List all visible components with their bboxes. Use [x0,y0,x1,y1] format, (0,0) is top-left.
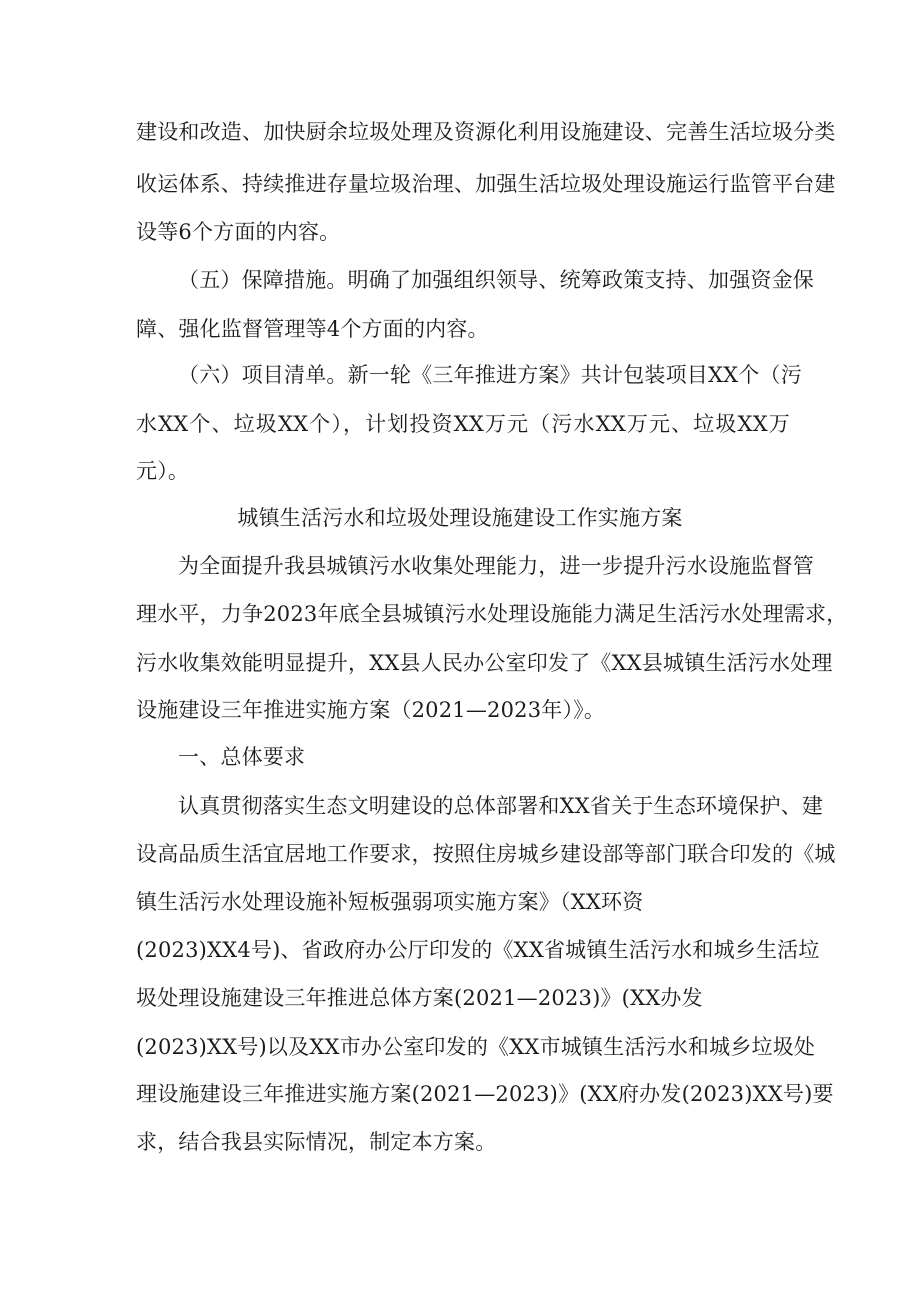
body-line: 圾处理设施建设三年推进总体方案(2021—2023)》(XX办发 [136,986,703,1010]
body-line: (2023)XX4号)、省政府办公厅印发的《XX省城镇生活污水和城乡生活垃 [136,938,820,962]
body-line: 污水收集效能明显提升，XX县人民办公室印发了《XX县城镇生活污水处理 [136,651,833,675]
body-line: 设高品质生活宜居地工作要求，按照住房城乡建设部等部门联合印发的《城 [136,842,836,866]
body-line: 理设施建设三年推进实施方案(2021—2023)》(XX府办发(2023)XX号)要 [136,1082,834,1106]
body-line: 障、强化监督管理等4个方面的内容。 [136,317,489,341]
body-line: 建设和改造、加快厨余垃圾处理及资源化利用设施建设、完善生活垃圾分类 [136,120,836,144]
body-line: 认真贯彻落实生态文明建设的总体部署和XX省关于生态环境保护、建 [178,794,824,818]
body-line: 镇生活污水处理设施补短板强弱项实施方案》（XX环资 [136,890,644,914]
body-line: (2023)XX号)以及XX市办公室印发的《XX市城镇生活污水和城乡垃圾处 [136,1035,816,1059]
body-line: 求，结合我县实际情况，制定本方案。 [136,1130,497,1154]
body-line: （六）项目清单。新一轮《三年推进方案》共计包装项目XX个（污 [178,363,802,387]
body-line: （五）保障措施。明确了加强组织领导、统筹政策支持、加强资金保 [178,268,814,292]
body-line: 理水平，力争2023年底全县城镇污水处理设施能力满足生活污水处理需求， [136,602,848,626]
section-heading: 一、总体要求 [178,745,306,769]
body-line: 设施建设三年推进实施方案（2021—2023年）》。 [136,698,606,722]
body-line: 元）。 [136,459,190,483]
body-line: 收运体系、持续推进存量垃圾治理、加强生活垃圾处理设施运行监管平台建 [136,172,836,196]
body-line: 水XX个、垃圾XX个），计划投资XX万元（污水XX万元、垃圾XX万 [136,412,790,436]
body-line: 设等6个方面的内容。 [136,220,341,244]
section-title: 城镇生活污水和垃圾处理设施建设工作实施方案 [237,506,683,530]
body-line: 为全面提升我县城镇污水收集处理能力，进一步提升污水设施监督管 [178,554,814,578]
